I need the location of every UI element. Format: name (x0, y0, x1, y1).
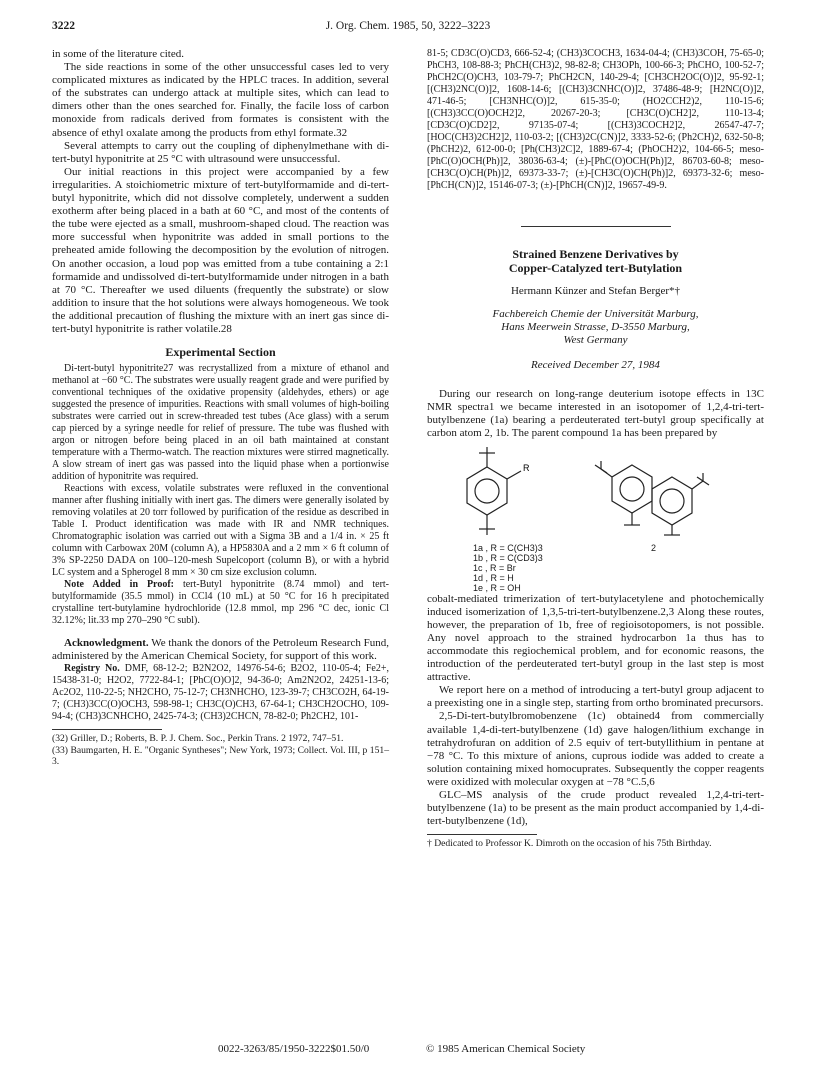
paragraph: GLC–MS analysis of the crude product revealed 1,2,4-tri-tert-butylbenzene (1a) to be present as the main product accompanied by 1,4-di-tert-butylbenzene (1d), (427, 788, 764, 828)
structure-2 (595, 461, 709, 535)
registry-continued: 81-5; CD3C(O)CD3, 666-52-4; (CH3)3COCH3, 1634-04-4; (CH3)3COH, 75-65-0; PhCH3, 108-88-3; PhCH(CH3)2, 98-82-8; CH3OPh, 100-66-3; PhCHO, 100-52-7; PhCH2C(O)CH3, 103-79-7; PhCH2CN, 140-29-4; [CH3CH2OC(O)]2, 95-92-1; [(CH3)2NC(O)]2, 1608-14-6; [(CH3)3CNHC(O)]2, 37486-48-9; [H2NC(O)]2, 471-46-5; [CH3NHC(O)]2, 615-35-0; (HO2CCH2)2, 110-15-6; [(CH3)3CC(O)OCH2]2, 20267-20-3; [CH3C(O)CH2]2, 110-13-4; [CD3C(O)CD2]2, 97135-07-4; [(CH3)3COCH2]2, 26547-47-7; [HOC(CH3)2CH2]2, 110-03-2; [(CH3)2C(CN)]2, 3333-52-6; (Ph2CH)2, 632-50-8; (PhCH2)2, 612-00-0; [Ph(CH3)2C]2, 1889-67-4; (PhOCH2)2, 104-66-5; meso-[PhC(O)OCH(Ph)]2, 38036-63-4; (±)-[PhC(O)OCH(Ph)]2, 86703-60-8; meso-[CH3C(O)CH(Ph)]2, 69373-33-7; (±)-[CH3C(O)CH(Ph)]2, 69373-32-6; meso-[PhCH(CN)]2, 15146-07-3; (±)-[PhCH(CN)]2, 19657-49-9. (427, 48, 764, 191)
compound-label-1d: 1d , R = H (473, 572, 514, 583)
benzene-ring-2a (612, 465, 652, 513)
affiliation-line: Fachbereich Chemie der Universität Marburg, (492, 308, 699, 321)
paragraph: 2,5-Di-tert-butylbromobenzene (1c) obtained4 from commercially available 1,4-di-tert-butylbenzene (1d) gave halogen/lithium exchange in tetrahydrofuran on addition of 2.5 equiv of tert-butyllithium in pentane at −78 °C. To this mixture of anions, cuprous iodide was added to create a solution containing mixed homocuprates. Subsequently the copper reagents were oxidized with molecular oxygen at −78 °C.5,6 (427, 710, 764, 788)
paragraph: cobalt-mediated trimerization of tert-butylacetylene and photochemically induced isomerization of 1,3,5-tri-tert-butylbenzene.2,3 Along these routes, however, the preparation of 1b, free of regioisotopomers, is not possible. Any novel approach to the strained hydrocarbon 1a thus has to accommodate this regiochemical problem, and for economic reasons, the introduction of the perdeuterated tert-butyl group in the last step is most attractive. (427, 592, 764, 684)
right-column (427, 48, 764, 850)
r-group-label: R (523, 462, 530, 473)
footnote-dedication: † Dedicated to Professor K. Dimroth on the occasion of his 75th Birthday. (427, 838, 712, 850)
acknowledgment (52, 637, 389, 663)
registry-numbers (52, 663, 389, 723)
authors: Hermann Künzer and Stefan Berger*† (510, 285, 680, 297)
aromatic-circle (475, 479, 499, 503)
footnote: (32) Griller, D.; Roberts, B. P. J. Chem. Soc., Perkin Trans. 2 1972, 747–51. (52, 733, 344, 745)
paragraph: in some of the literature cited. (52, 48, 184, 60)
paragraph: During our research on long-range deuterium isotope effects in 13C NMR spectra1 we became interested in an isotopomer of 1,2,4-tri-tert-butylbenzene (1a) bearing a perdeuterated tert-butyl group specifically at carbon atom 2, 1b. The parent compound 1a has been prepared by (427, 388, 764, 440)
compound-label-1e: 1e , R = OH (473, 582, 521, 593)
section-heading: Experimental Section (165, 345, 276, 360)
footnote: (33) Baumgarten, H. E. "Organic Syntheses"; New York, 1973; Collect. Vol. III, p 151–3. (52, 744, 389, 768)
journal-citation: J. Org. Chem. 1985, 50, 3222–3223 (325, 20, 491, 32)
title-line: Strained Benzene Derivatives by (512, 247, 679, 261)
title-line: Copper-Catalyzed tert-Butylation (508, 261, 683, 275)
registry-label: Registry No. (64, 663, 120, 675)
paragraph: Our initial reactions in this project were accompanied by a few irregularities. A stoichiometric mixture of tert-butylformamide and di-tert-butyl hyponitrite, which did not dissolve completely, underwent a sudden exotherm after being placed in a bath at 60 °C, and most of the contents of the tube were ejected as a small, mushroom-shaped cloud. The reaction was more successful when hyponitrite was added in small portions to the preheated amide following the decomposition by the evolution of nitrogen. On another occasion, a loud pop was emitted from a tube containing a 2:1 formamide and undissolved di-tert-butylformamide under nitrogen in a bath at 70 °C. Thereafter we used diluents (frequently the substrate) or slow addition to insure that the hot solutions were always homogeneous. We took the additional precaution of flushing the mixture with an inert gas since di-tert-butyl hyponitrite is rather volatile.28 (52, 165, 389, 335)
benzene-ring-1 (467, 467, 507, 515)
paragraph: Reactions with excess, volatile substrates were refluxed in the conventional manner after flushing initially with inert gas. The dimers were generally isolated by removing volatiles at 20 torr followed by purification of the residue as described in Table I. Product identification was made with IR and NMR techniques. Chromatographic isolation was carried out with a Sigma 3B and a 1/4 in. × 25 ft column with Carbowax 20M (column A), a HP5830A and a 2 mm × 6 ft column of 3% SP-2250 DADA on 100–120-mesh Supelcoport (column B), or with a hybrid LC system and a Spherogel 8 mm × 30 cm size exclusion column. (52, 483, 389, 579)
left-column (52, 48, 389, 768)
compound-label-1a: 1a , R = C(CH3)3 (473, 542, 543, 553)
compound-label-1c: 1c , R = Br (473, 562, 516, 573)
note-in-proof (52, 579, 389, 627)
article-title (427, 247, 764, 275)
footnote-rule (52, 729, 162, 730)
article-code: 0022-3263/85/1950-3222$01.50/0 (218, 1043, 370, 1055)
compound-legend (473, 543, 543, 593)
footnote-rule (427, 834, 537, 835)
compound-label-1b: 1b , R = C(CD3)3 (473, 552, 543, 563)
compound-label-2: 2 (651, 542, 657, 553)
affiliation (427, 308, 764, 347)
paragraph: Di-tert-butyl hyponitrite27 was recrystallized from a mixture of ethanol and methanol at −60 °C. The substrates were usually reagent grade and were purified by conventional techniques of the oxidative propensity (aldehydes, ethers) or age suggested the presence of impurities. Reactions with small volumes of high-boiling substrates were carried out in screw-threaded test tubes (Ace glass) with a serum cap pierced by a syringe needle for relief of pressure. The tube was flushed with argon or nitrogen before being placed in an oil bath maintained at constant temperature with a Thermo-watch. The reaction mixtures were stirred magnetically. A slow stream of inert gas was passed into the liquid phase when a portionwise addition of hyponitrite was required. (52, 363, 389, 483)
ack-label: Acknowledgment. (64, 637, 149, 650)
paragraph: The side reactions in some of the other unsuccessful cases led to very complicated mixtures as indicated by the HPLC traces. In addition, several of the substrates can undergo attack at multiple sites, which can lead to dimers other than the ones searched for. Finally, the facile loss of carbon monoxide from radicals derived from formates is consistent with the absence of ethyl oxalate among the products from ethyl formate.32 (52, 61, 389, 139)
copyright: © 1985 American Chemical Society (426, 1043, 586, 1055)
running-header (52, 20, 764, 36)
benzene-ring-2b (652, 477, 692, 525)
article-separator (521, 226, 671, 227)
registry-text: DMF, 68-12-2; B2N2O2, 14976-54-6; B2O2, 110-05-4; Fe2+, 15438-31-0; H2O2, 7722-84-1; [PhC(O)O]2, 94-36-0; Am2N2O2, 24251-13-6; Ac2O2, 110-22-5; NH2CHO, 75-12-7; CH3NHCHO, 123-39-7; CH3CO2H, 64-19-7; (CH3)3CC(O)OCH3, 598-98-1; CH3C(O)CH3, 67-64-1; CH3CH2OCHO, 109-94-4; (CH3)3CNHCHO, 2425-74-3; (CH3)2CHCN, 78-82-0; Ph2CH2, 101- (52, 663, 390, 723)
paragraph: We report here on a method of introducing a tert-butyl group adjacent to a preexisting one in a single step, starting from ortho brominated precursors. (427, 684, 764, 710)
paragraph: Several attempts to carry out the coupling of diphenylmethane with di-tert-butyl hyponitrite at 25 °C with ultrasound were unsuccessful. (52, 139, 389, 165)
structure-figure (427, 447, 764, 593)
note-label: Note Added in Proof: (64, 579, 174, 591)
structure-1 (467, 447, 521, 535)
affiliation-line: West Germany (563, 334, 628, 347)
note-text: tert-Butyl hyponitrite (8.74 mmol) and tert-butylformamide (35.5 mmol) in CCl4 (10 mL) at 50 °C for 16 h precipitated crystalline tert-butylamine hydrochloride (12.8 mmol, mp 296 °C dec, ionic Cl 32.12%; lit.33 mp 270–290 °C subl). (52, 579, 390, 627)
ack-text: We thank the donors of the Petroleum Research Fund, administered by the American Chemical Society, for support of this work. (52, 637, 389, 663)
received-date: Received December 27, 1984 (531, 359, 660, 372)
affiliation-line: Hans Meerwein Strasse, D-3550 Marburg, (501, 321, 690, 334)
page-number: 3222 (52, 20, 75, 32)
